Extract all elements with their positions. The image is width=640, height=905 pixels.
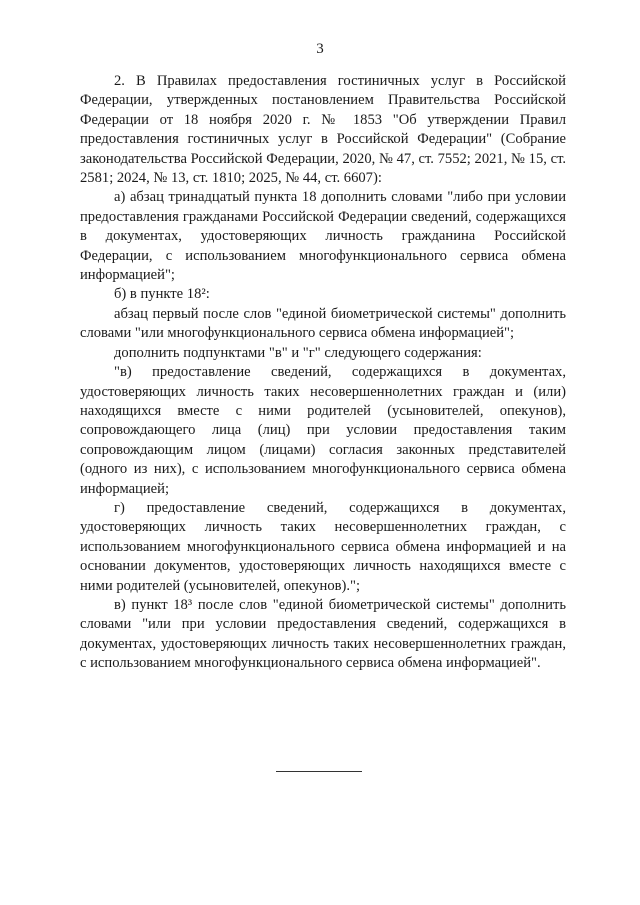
paragraph-subitem-g-quoted: г) предоставление сведений, содержащихся в документах, удостоверяющих личность таких несовершеннолетних граждан, с использованием многофункционального сервиса обмена информацией и на основании документов, удостоверяющих личность находящихся вместе с ними родителей (усыновителей, опекунов)."; xyxy=(80,499,566,594)
page-number: 3 xyxy=(316,41,324,57)
paragraph-subitem-v: в) пункт 18³ после слов "единой биометрической системы" дополнить словами "или при условии предоставления сведений, содержащихся в документах, удостоверяющих личность таких несовершеннолетних граждан, с использованием многофункционального сервиса обмена информацией". xyxy=(80,596,566,672)
paragraph-subitem-a: а) абзац тринадцатый пункта 18 дополнить словами "либо при условии предоставления гражданами Российской Федерации сведений, содержащихся в документах, удостоверяющих личность гражданина Российской Федерации, с использованием многофункционального сервиса обмена информацией"; xyxy=(80,189,566,284)
paragraph-subitem-v-quoted: "в) предоставление сведений, содержащихся в документах, удостоверяющих личность таких несовершеннолетних граждан и (или) находящихся вместе с ними родителей (усыновителей, опекунов), сопровождающего лица (лиц) при условии предоставления таким сопровождающим лицом (лицами) согласия законных представителей (одного из них), с использованием многофункционального сервиса обмена информацией; xyxy=(80,364,566,497)
paragraph-first-abzac: абзац первый после слов "единой биометрической системы" дополнить словами "или многофункционального сервиса обмена информацией"; xyxy=(80,305,566,342)
paragraph-item-2: 2. В Правилах предоставления гостиничных услуг в Российской Федерации, утвержденных постановлением Правительства Российской Федерации от 18 ноября 2020 г. № 1853 "Об утверждении Правил предоставления гостиничных услуг в Российской Федерации" (Собрание законодательства Российской Федерации, 2020, № 47, ст. 7552; 2021, № 15, ст. 2581; 2024, № 13, ст. 1810; 2025, № 44, ст. 6607): xyxy=(80,73,566,187)
paragraph-add-subitems: дополнить подпунктами "в" и "г" следующего содержания: xyxy=(114,344,482,361)
paragraph-subitem-b: б) в пункте 18²: xyxy=(114,286,210,303)
closing-rule xyxy=(276,771,362,772)
document-body xyxy=(80,72,566,674)
